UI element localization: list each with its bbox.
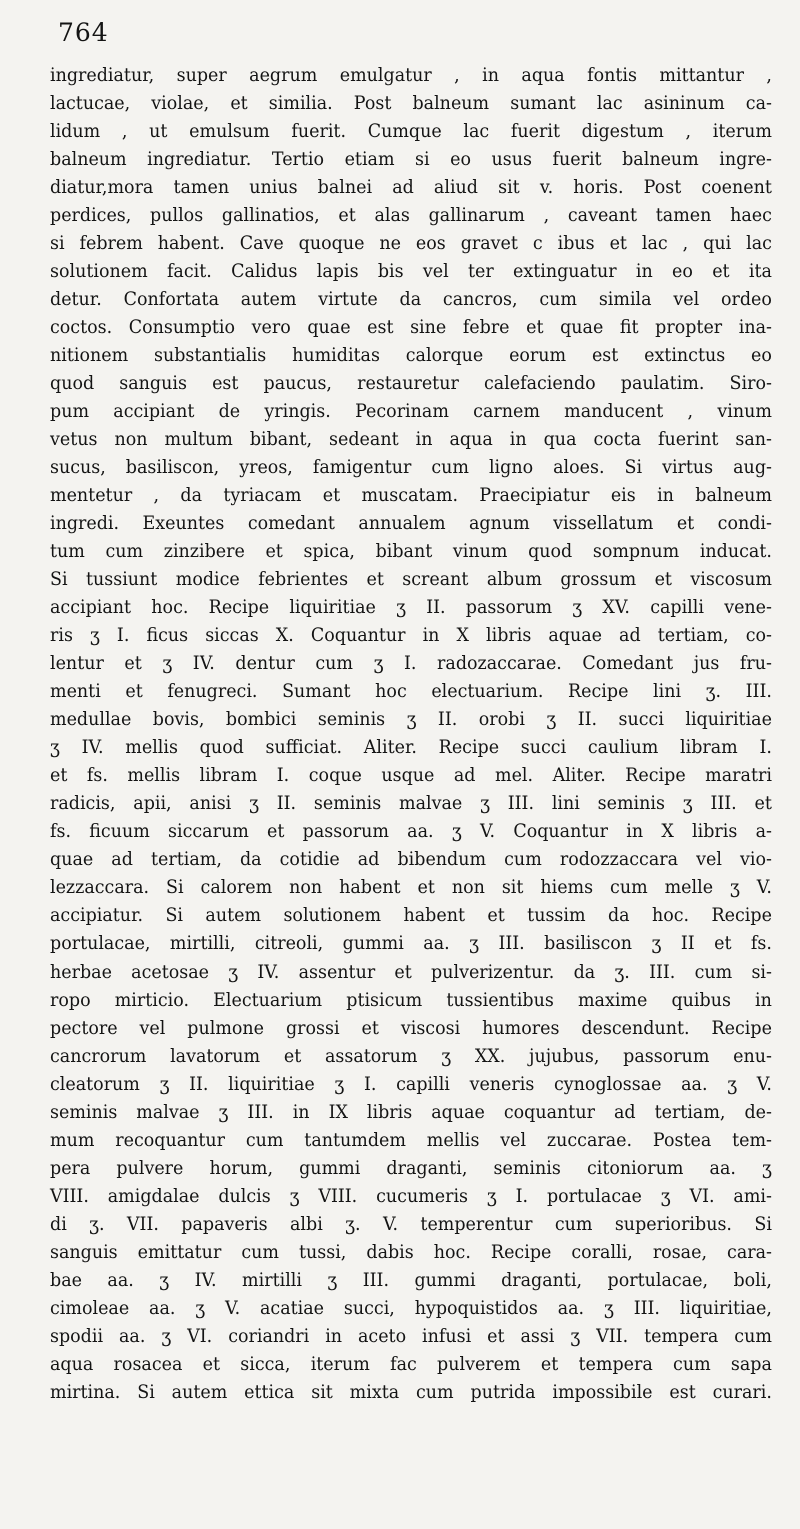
- page-number: 764: [58, 18, 109, 47]
- text-line: seminis malvae ʒ III. in IX libris aquae coquantur ad tertiam, de-: [50, 1101, 772, 1123]
- text-line: mirtina. Si autem ettica sit mixta cum putrida impossibile est curari.: [50, 1381, 772, 1403]
- text-line: ris ʒ I. ficus siccas X. Coquantur in X libris aquae ad tertiam, co-: [50, 625, 772, 647]
- text-line: Si tussiunt modice febrientes et screant album grossum et viscosum: [50, 569, 772, 591]
- text-line: perdices, pullos gallinatios, et alas gallinarum , caveant tamen haec: [50, 205, 772, 227]
- text-line: mentetur , da tyriacam et muscatam. Praecipiatur eis in balneum: [50, 485, 772, 507]
- text-line: vetus non multum bibant, sedeant in aqua in qua cocta fuerint san-: [50, 429, 772, 451]
- text-line: diatur,mora tamen unius balnei ad aliud sit v. horis. Post coenent: [50, 177, 772, 199]
- text-line: mum recoquantur cum tantumdem mellis vel zuccarae. Postea tem-: [50, 1129, 772, 1151]
- text-line: balneum ingrediatur. Tertio etiam si eo usus fuerit balneum ingre-: [50, 149, 772, 171]
- text-line: lezzaccara. Si calorem non habent et non sit hiems cum melle ʒ V.: [50, 877, 772, 899]
- text-line: VIII. amigdalae dulcis ʒ VIII. cucumeris ʒ I. portulacae ʒ VI. ami-: [50, 1185, 772, 1207]
- text-line: pum accipiant de yringis. Pecorinam carnem manducent , vinum: [50, 401, 772, 423]
- text-line: medullae bovis, bombici seminis ʒ II. orobi ʒ II. succi liquiritiae: [50, 709, 772, 731]
- text-line: herbae acetosae ʒ IV. assentur et pulverizentur. da ʒ. III. cum si-: [50, 961, 772, 983]
- text-line: cimoleae aa. ʒ V. acatiae succi, hypoquistidos aa. ʒ III. liquiritiae,: [50, 1297, 772, 1319]
- text-line: cleatorum ʒ II. liquiritiae ʒ I. capilli veneris cynoglossae aa. ʒ V.: [50, 1073, 772, 1095]
- text-line: ropo mirticio. Electuarium ptisicum tussientibus maxime quibus in: [50, 989, 772, 1011]
- text-line: sanguis emittatur cum tussi, dabis hoc. Recipe coralli, rosae, cara-: [50, 1241, 772, 1263]
- text-line: quae ad tertiam, da cotidie ad bibendum cum rodozzaccara vel vio-: [50, 849, 772, 871]
- text-line: accipiatur. Si autem solutionem habent et tussim da hoc. Recipe: [50, 905, 772, 927]
- text-line: pectore vel pulmone grossi et viscosi humores descendunt. Recipe: [50, 1017, 772, 1039]
- text-line: fs. ficuum siccarum et passorum aa. ʒ V. Coquantur in X libris a-: [50, 821, 772, 843]
- text-line: pera pulvere horum, gummi draganti, seminis citoniorum aa. ʒ: [50, 1157, 772, 1179]
- text-line: lentur et ʒ IV. dentur cum ʒ I. radozaccarae. Comedant jus fru-: [50, 653, 772, 675]
- text-line: lidum , ut emulsum fuerit. Cumque lac fuerit digestum , iterum: [50, 121, 772, 143]
- text-line: accipiant hoc. Recipe liquiritiae ʒ II. passorum ʒ XV. capilli vene-: [50, 597, 772, 619]
- text-line: ingrediatur, super aegrum emulgatur , in aqua fontis mittantur ,: [50, 65, 772, 86]
- text-line: detur. Confortata autem virtute da cancros, cum simila vel ordeo: [50, 289, 772, 311]
- text-line: portulacae, mirtilli, citreoli, gummi aa. ʒ III. basiliscon ʒ II et fs.: [50, 933, 772, 955]
- text-line: nitionem substantialis humiditas calorque eorum est extinctus eo: [50, 345, 772, 367]
- body-text: [50, 62, 772, 1407]
- text-line: cancrorum lavatorum et assatorum ʒ XX. jujubus, passorum enu-: [50, 1045, 772, 1067]
- text-line: aqua rosacea et sicca, iterum fac pulverem et tempera cum sapa: [50, 1353, 772, 1375]
- text-line: et fs. mellis libram I. coque usque ad mel. Aliter. Recipe maratri: [50, 765, 772, 787]
- text-line: radicis, apii, anisi ʒ II. seminis malvae ʒ III. lini seminis ʒ III. et: [50, 793, 772, 815]
- text-line: lactucae, violae, et similia. Post balneum sumant lac asininum ca-: [50, 93, 772, 115]
- text-line: menti et fenugreci. Sumant hoc electuarium. Recipe lini ʒ. III.: [50, 681, 772, 703]
- text-line: tum cum zinzibere et spica, bibant vinum quod sompnum inducat.: [50, 541, 772, 563]
- text-line: solutionem facit. Calidus lapis bis vel ter extinguatur in eo et ita: [50, 261, 772, 283]
- text-line: quod sanguis est paucus, restauretur calefaciendo paulatim. Siro-: [50, 373, 772, 395]
- text-line: bae aa. ʒ IV. mirtilli ʒ III. gummi draganti, portulacae, boli,: [50, 1269, 772, 1291]
- text-line: sucus, basiliscon, yreos, famigentur cum ligno aloes. Si virtus aug-: [50, 457, 772, 479]
- text-line: si febrem habent. Cave quoque ne eos gravet c ibus et lac , qui lac: [50, 233, 772, 255]
- text-line: spodii aa. ʒ VI. coriandri in aceto infusi et assi ʒ VII. tempera cum: [50, 1325, 772, 1347]
- text-line: coctos. Consumptio vero quae est sine febre et quae fit propter ina-: [50, 317, 772, 339]
- text-line: ʒ IV. mellis quod sufficiat. Aliter. Recipe succi caulium libram I.: [50, 737, 772, 759]
- text-line: di ʒ. VII. papaveris albi ʒ. V. temperentur cum superioribus. Si: [50, 1213, 772, 1235]
- text-line: ingredi. Exeuntes comedant annualem agnum vissellatum et condi-: [50, 513, 772, 535]
